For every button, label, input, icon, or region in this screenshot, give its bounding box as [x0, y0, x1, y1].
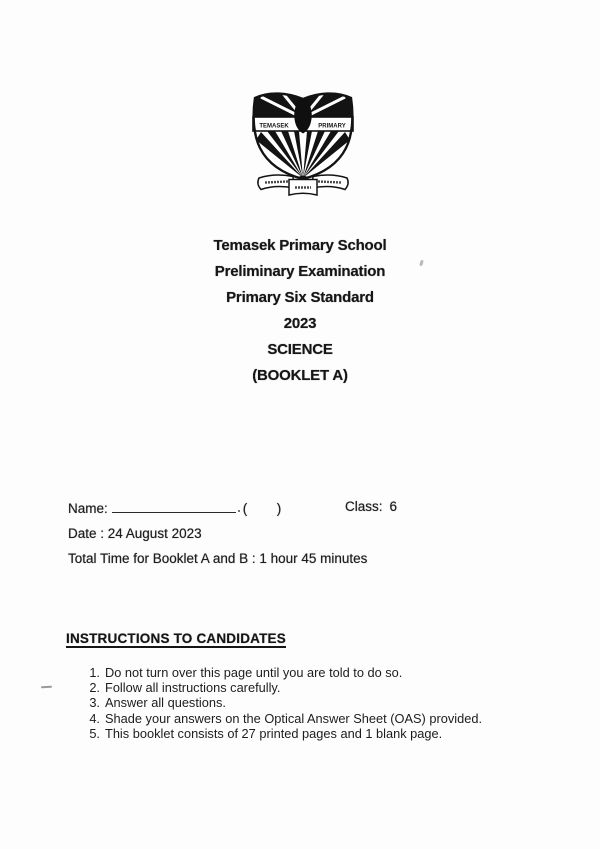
- instruction-number: 3.: [89, 695, 100, 711]
- instruction-number: 4.: [89, 710, 100, 726]
- instruction-text: This booklet consists of 27 printed pages and 1 blank page.: [105, 725, 443, 741]
- instructions-section: [66, 630, 546, 741]
- instruction-number: 2.: [89, 680, 100, 696]
- instruction-item: [66, 680, 546, 695]
- instruction-item: [66, 695, 546, 710]
- instruction-item: [66, 711, 546, 726]
- scan-dash-artifact: [41, 686, 52, 689]
- instructions-list: [66, 665, 546, 741]
- instruction-text: Shade your answers on the Optical Answer Sheet (OAS) provided.: [105, 710, 482, 726]
- instruction-text: Follow all instructions carefully.: [105, 680, 281, 696]
- instruction-text: Do not turn over this page until you are told to do so.: [105, 665, 403, 680]
- level-name: Primary Six Standard: [226, 289, 374, 306]
- name-label: Name:: [68, 501, 108, 516]
- date-line: Date : 24 August 2023: [68, 526, 202, 541]
- crest-band-right-text: PRIMARY: [318, 123, 346, 130]
- exam-name: Preliminary Examination: [214, 263, 386, 280]
- class-value: 6: [389, 499, 398, 514]
- total-time-line: Total Time for Booklet A and B : 1 hour 45 minutes: [68, 551, 368, 566]
- instruction-item: [66, 726, 546, 741]
- name-row: [68, 499, 568, 516]
- school-name: Temasek Primary School: [213, 237, 387, 254]
- school-crest-logo: [248, 84, 358, 198]
- exam-year: 2023: [283, 315, 317, 332]
- instruction-text: Answer all questions.: [105, 695, 226, 711]
- name-blank-line: [112, 499, 236, 513]
- index-parentheses: ( ): [242, 501, 283, 516]
- instructions-heading: INSTRUCTIONS TO CANDIDATES: [66, 631, 286, 646]
- class-group: [345, 499, 397, 514]
- crest-icon: [248, 84, 358, 198]
- scan-comma-artifact: [238, 510, 240, 512]
- instruction-number: 1.: [89, 665, 100, 680]
- class-label: Class:: [345, 499, 383, 514]
- booklet-label: (BOOKLET A): [252, 367, 348, 384]
- instruction-number: 5.: [89, 725, 100, 741]
- title-block: [0, 233, 600, 389]
- subject-name: SCIENCE: [267, 341, 333, 358]
- instruction-item: [66, 665, 546, 680]
- crest-band-left-text: TEMASEK: [259, 123, 289, 130]
